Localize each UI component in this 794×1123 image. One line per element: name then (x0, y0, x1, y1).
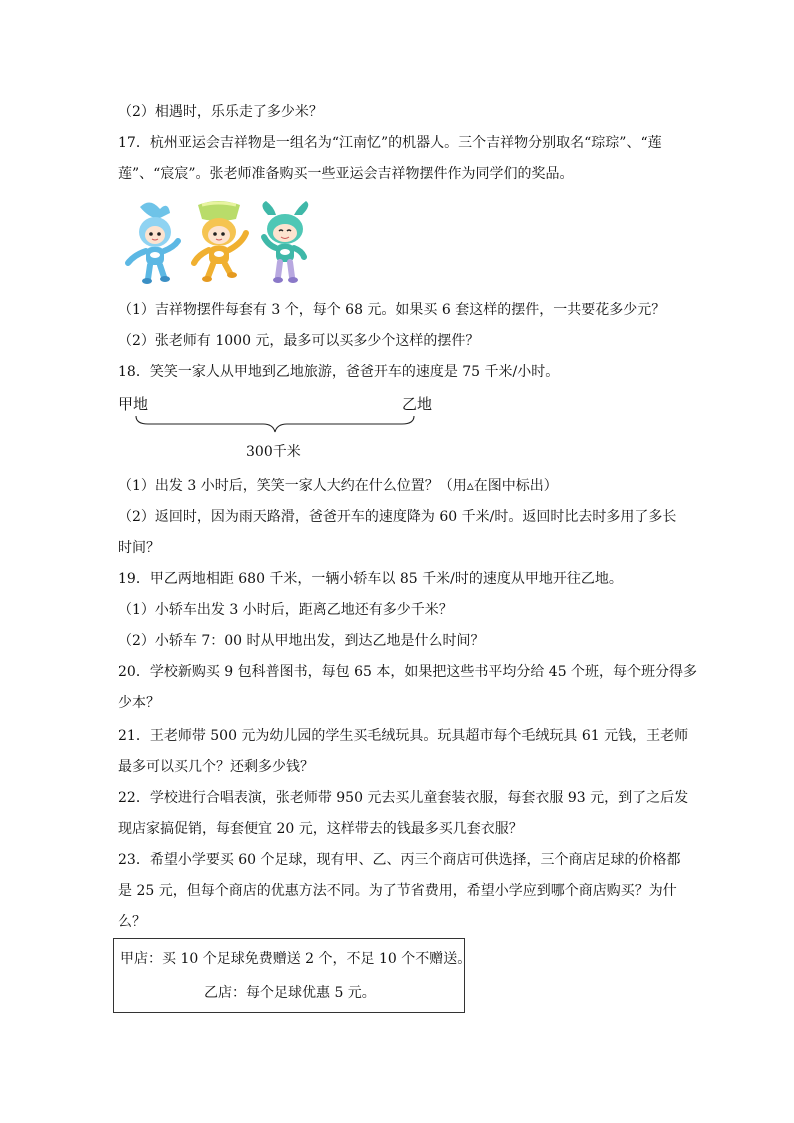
q18-stem: 18．笑笑一家人从甲地到乙地旅游，爸爸开车的速度是 75 千米/小时。 (118, 364, 560, 380)
distance-diagram (118, 390, 438, 470)
mascot-lianlian (194, 201, 246, 282)
q17-part1: （1）吉祥物摆件每套有 3 个，每个 68 元。如果买 6 套这样的摆件，一共要花多少元？ (118, 302, 666, 318)
q23-line2: 是 25 元，但每个商店的优惠方法不同。为了节省费用，希望小学应到哪个商店购买？为什 (118, 883, 677, 899)
q18-part1: （1）出发 3 小时后，笑笑一家人大约在什么位置？（用▵在图中标出） (118, 478, 558, 494)
q20-line2: 少本？ (118, 695, 160, 711)
diagram-start-label: 甲地 (118, 395, 149, 413)
q20-line1: 20．学校新购买 9 包科普图书，每包 65 本，如果把这些书平均分给 45 个班，每个班分得多 (118, 664, 698, 680)
diagram-distance-label: 300千米 (246, 444, 301, 460)
q22-line1: 22．学校进行合唱表演，张老师带 950 元去买儿童套装衣服，每套衣服 93 元，到了之后发 (118, 790, 689, 806)
q21-line1: 21．王老师带 500 元为幼儿园的学生买毛绒玩具。玩具超市每个毛绒玩具 61 元钱，王老师 (118, 728, 689, 744)
q19-part2: （2）小轿车 7：00 时从甲地出发，到达乙地是什么时间？ (118, 633, 485, 649)
q18-part2-line1: （2）返回时，因为雨天路滑，爸爸开车的速度降为 60 千米/时。返回时比去时多用了多长 (118, 509, 677, 525)
mascot-congcong (128, 202, 178, 284)
distance-brace (118, 390, 438, 440)
q21-line2: 最多可以买几个？还剩多少钱？ (118, 759, 314, 775)
q23-line3: 么？ (118, 914, 146, 930)
mascot-illustration (118, 197, 333, 287)
shop-b-offer: 乙店：每个足球优惠 5 元。 (204, 985, 376, 1001)
shop-offers-box (113, 938, 472, 1013)
q17-stem-line1: 17．杭州亚运会吉祥物是一组名为“江南忆”的机器人。三个吉祥物分别取名“琮琮”、“莲 (118, 135, 662, 151)
diagram-end-label: 乙地 (402, 395, 433, 413)
q19-part1: （1）小轿车出发 3 小时后，距离乙地还有多少千米？ (118, 602, 453, 618)
q23-line1: 23．希望小学要买 60 个足球，现有甲、乙、丙三个商店可供选择，三个商店足球的价格都 (118, 852, 681, 868)
q17-stem-line2: 莲”、“宸宸”。张老师准备购买一些亚运会吉祥物摆件作为同学们的奖品。 (118, 166, 574, 182)
q19-stem: 19．甲乙两地相距 680 千米，一辆小轿车以 85 千米/时的速度从甲地开往乙地。 (118, 571, 623, 587)
q17-part2: （2）张老师有 1000 元，最多可以买多少个这样的摆件？ (118, 333, 480, 349)
q16-part2: （2）相遇时，乐乐走了多少米？ (118, 104, 323, 120)
mascot-chenchen (262, 201, 308, 283)
q22-line2: 现店家搞促销，每套便宜 20 元，这样带去的钱最多买几套衣服？ (118, 821, 523, 837)
shop-a-offer: 甲店：买 10 个足球免费赠送 2 个，不足 10 个不赠送。 (120, 951, 472, 967)
q18-part2-line2: 时间？ (118, 540, 160, 556)
